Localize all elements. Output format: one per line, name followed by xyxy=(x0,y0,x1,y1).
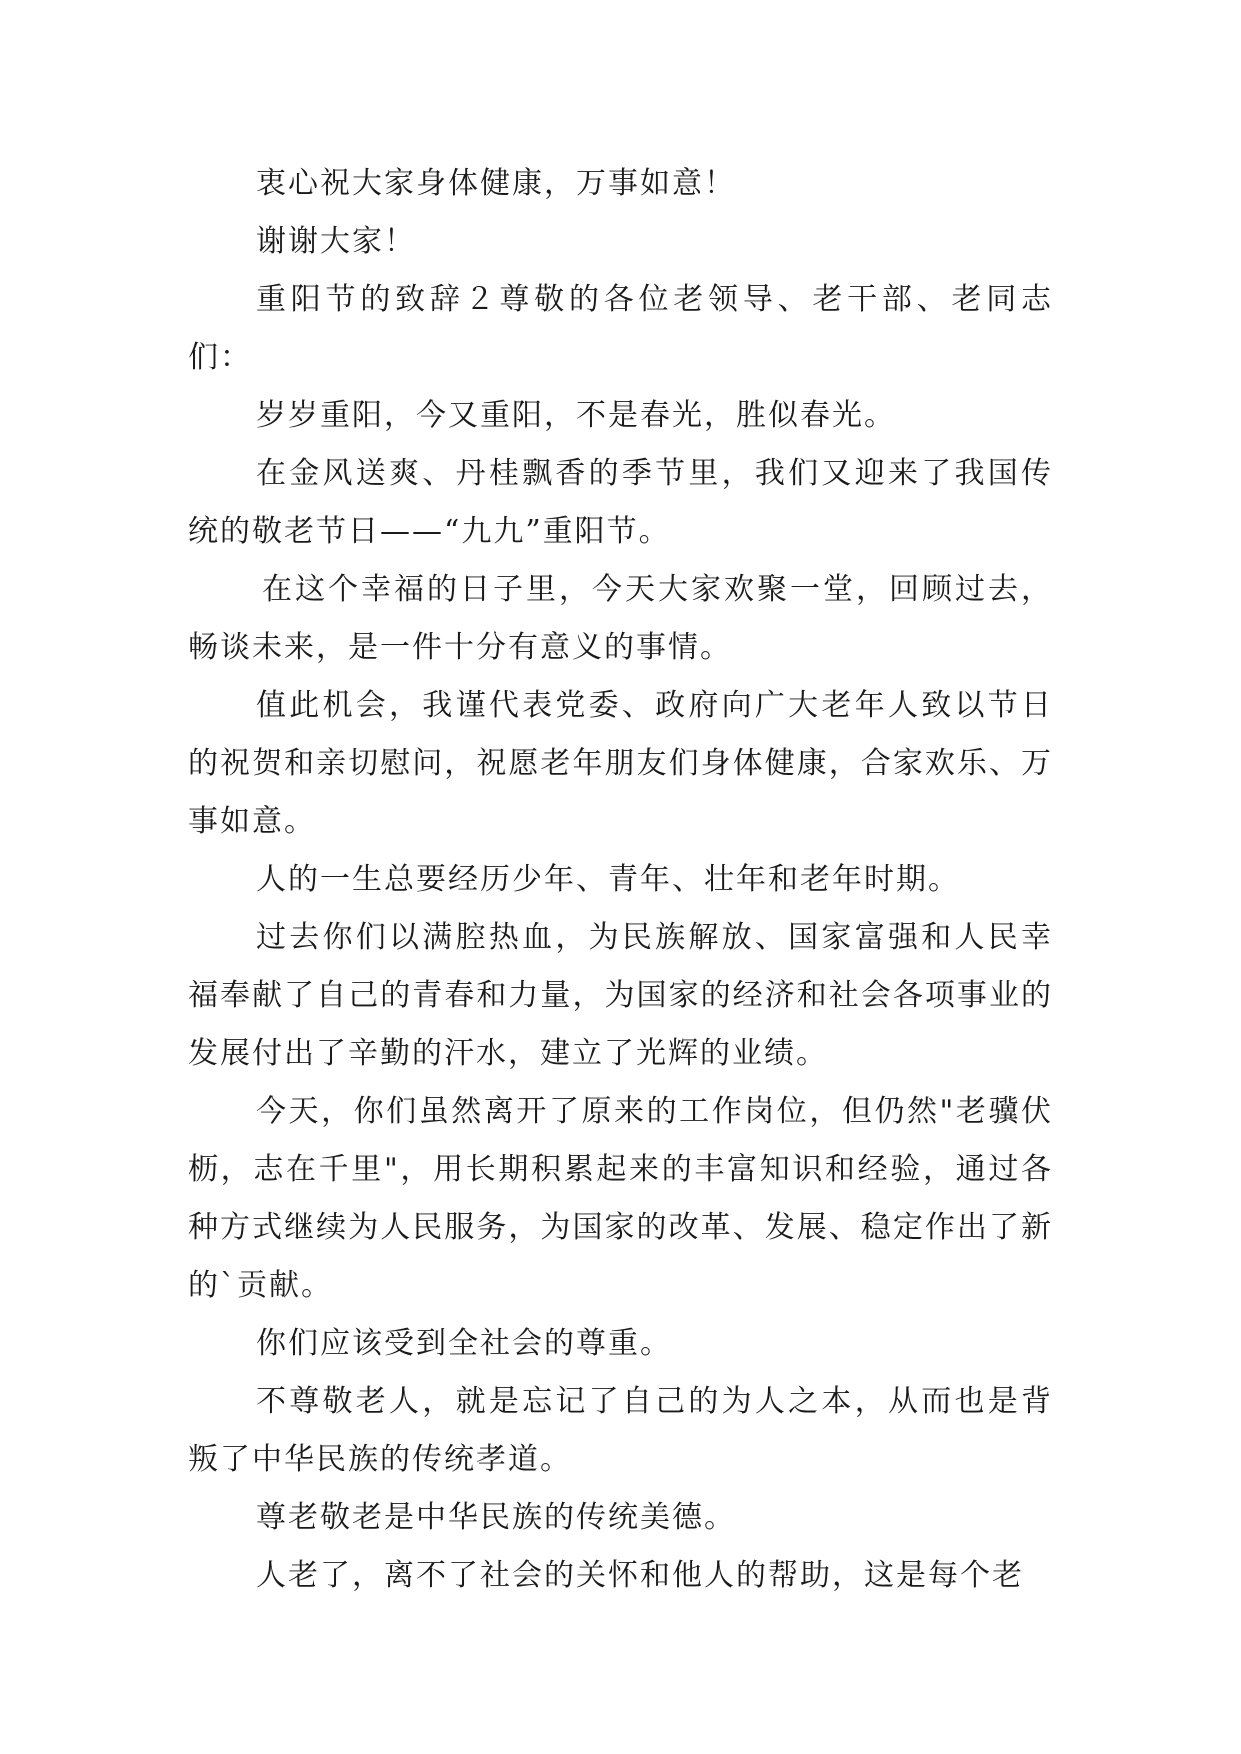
paragraph-10: 今天，你们虽然离开了原来的工作岗位，但仍然"老骥伏枥，志在千里"，用长期积累起来的丰富知识和经验，通过各种方式继续为人民服务，为国家的改革、发展、稳定作出了新的`贡献。 xyxy=(188,1094,1053,1303)
paragraph-2: 谢谢大家！ xyxy=(256,224,416,259)
paragraph-14: 人老了，离不了社会的关怀和他人的帮助，这是每个老 xyxy=(256,1558,1024,1593)
paragraph-8: 人的一生总要经历少年、青年、壮年和老年时期。 xyxy=(256,862,960,897)
paragraph-1: 衷心祝大家身体健康，万事如意！ xyxy=(256,166,736,201)
paragraph-9: 过去你们以满腔热血，为民族解放、国家富强和人民幸福奉献了自己的青春和力量，为国家的经济和社会各项事业的发展付出了辛勤的汗水，建立了光辉的业绩。 xyxy=(188,920,1053,1071)
paragraph-6: 在这个幸福的日子里，今天大家欢聚一堂，回顾过去，畅谈未来，是一件十分有意义的事情。 xyxy=(188,572,1053,665)
paragraph-12: 不尊敬老人，就是忘记了自己的为人之本，从而也是背叛了中华民族的传统孝道。 xyxy=(188,1384,1053,1477)
paragraph-7: 值此机会，我谨代表党委、政府向广大老年人致以节日的祝贺和亲切慰问，祝愿老年朋友们身体健康，合家欢乐、万事如意。 xyxy=(188,688,1053,839)
document-body xyxy=(188,155,1053,1605)
paragraph-4: 岁岁重阳，今又重阳，不是春光，胜似春光。 xyxy=(256,398,896,433)
paragraph-5: 在金风送爽、丹桂飘香的季节里，我们又迎来了我国传统的敬老节日——“九九”重阳节。 xyxy=(188,456,1053,549)
paragraph-3: 重阳节的致辞２尊敬的各位老领导、老干部、老同志们： xyxy=(188,282,1053,375)
paragraph-13: 尊老敬老是中华民族的传统美德。 xyxy=(256,1500,736,1535)
paragraph-11: 你们应该受到全社会的尊重。 xyxy=(256,1326,672,1361)
